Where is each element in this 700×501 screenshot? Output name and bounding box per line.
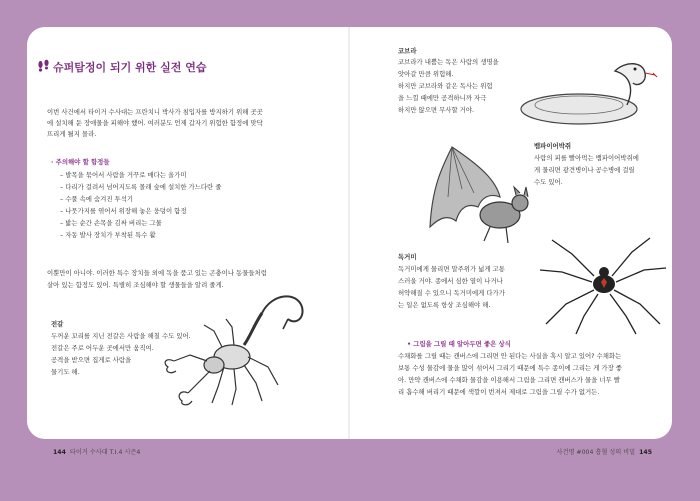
section-title: 슈퍼탐정이 되기 위한 실전 연습	[53, 61, 207, 74]
intro-line: 에 설치해 둔 장애물을 피해야 했어. 여러분도 언제 갑자기 위험한 함정에 맞닥	[47, 119, 263, 127]
right-page-number: 145	[639, 449, 652, 456]
cobra-text: 앗아갈 만큼 위험해.	[398, 70, 454, 78]
scorpion-text: 전갈은 주로 어두운 곳에서만 움직여.	[51, 344, 154, 352]
intro-line: 뜨리게 될지 몰라.	[47, 130, 97, 138]
intro-line: 이번 사건에서 타이거 수사대는 프란치니 박사가 침입자를 방지하기 위해 곳곳	[47, 108, 263, 116]
cobra-text: 하지만 코브라와 같은 독사는 위험	[398, 82, 493, 90]
footprints-icon	[37, 59, 50, 72]
spider-text: 허약해질 수 있으니 독거미에게 다가가	[398, 289, 505, 297]
tip-text: 보통 수성 물감에 물을 많이 섞어서 그리기 때문에 특수 종이에 그리는 게 가장 좋	[398, 364, 622, 372]
caution-item: – 발목을 묶어서 사람을 거꾸로 매다는 올가미	[60, 171, 187, 179]
caution-item: – 밟는 순간 손목을 김싸 버리는 그물	[60, 219, 162, 227]
book-spread	[27, 27, 672, 456]
caution-item: – 자동 발사 장치가 부착된 특수 활	[60, 231, 156, 239]
bat-illustration	[412, 137, 532, 252]
tip-text: 수채화를 그릴 때는 캔버스에 그리면 안 된다는 사실을 혹시 알고 있어? 수채화는	[398, 352, 622, 360]
bat-heading: 뱀파이어박쥐	[534, 142, 572, 150]
spider-text: 스러울 거야. 종에서 심한 열이 나거나	[398, 277, 503, 285]
tip-text: 리 흡수해 버리기 때문에 색깔이 번져서 제대로 그림을 그릴 수가 없거든.	[398, 388, 600, 396]
tip-text: 아. 만약 캔버스에 수채화 물감을 이용해서 그림을 그리면 캔버스가 물을 너무 빨	[398, 376, 620, 384]
scorpion-heading: 전갈	[51, 320, 64, 328]
bat-text: 게 물리면 광견병이나 공수병에 걸릴	[534, 166, 635, 174]
bat-text: 수도 있어.	[534, 178, 563, 186]
scorpion-text: 두꺼운 꼬리를 지닌 전갈은 사람을 해칠 수도 있어.	[51, 332, 191, 340]
caution-item: – 나뭇가지를 엮어서 위장해 놓은 웅덩이 함정	[60, 207, 187, 215]
bat-text: 사람의 피를 빨아먹는 뱀파이어박쥐에	[534, 154, 639, 162]
caution-item: – 다리가 걸려서 넘어지도록 몰래 숲에 설치한 가느다란 줄	[60, 183, 222, 191]
page-gutter	[348, 27, 350, 439]
left-footer-text: 타이거 수사대 T.I.4 시즌4	[69, 449, 141, 456]
spider-illustration	[532, 232, 672, 337]
cobra-text: 을 느낄 때에만 공격하니까 자극	[398, 94, 487, 102]
scorpion-illustration	[152, 285, 332, 410]
scorpion-text: 공격을 받으면 집게로 사람을	[51, 356, 132, 364]
spider-heading: 독거미	[398, 253, 417, 261]
left-footer	[53, 447, 140, 456]
spider-text: 독거미에게 물리면 말주위가 넓게 고통	[398, 265, 505, 273]
tip-heading: • 그림을 그릴 때 알아두면 좋은 상식	[407, 340, 511, 348]
caution-title: · 주의해야 할 함정들	[51, 158, 110, 166]
right-footer	[556, 447, 652, 456]
cobra-illustration	[517, 57, 667, 132]
right-footer-text: 사건명 #004 흡혈 성의 비밀	[556, 449, 636, 456]
cobra-text: 하지만 않으면 무사할 거야.	[398, 106, 475, 114]
cobra-text: 코브라가 내뿜는 독은 사람의 생명을	[398, 58, 499, 66]
paragraph-line: 이뿐만이 아니야. 이러한 특수 장치들 외에 독을 품고 있는 곤충이나 동물들처럼	[47, 269, 267, 277]
spider-text: 는 일은 없도록 항상 조심해야 해.	[398, 301, 491, 309]
paragraph-line: 살아 있는 함정도 있어. 특별히 조심해야 할 생물들을 알려 줄게.	[47, 281, 224, 289]
left-page-number: 144	[53, 449, 66, 456]
scorpion-text: 물기도 해.	[51, 368, 80, 376]
cobra-heading: 코브라	[398, 47, 417, 55]
caution-item: – 수풀 속에 숨겨진 투석기	[60, 195, 134, 203]
